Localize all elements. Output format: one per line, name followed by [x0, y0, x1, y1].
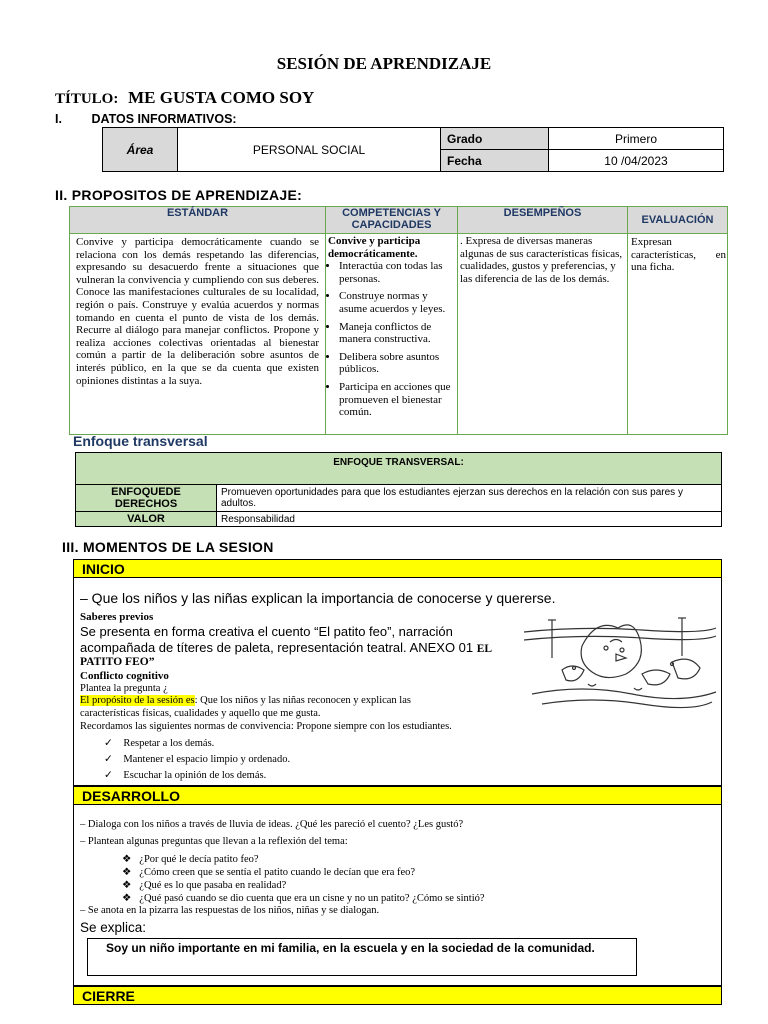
norma-text: Respetar a los demás.	[123, 738, 215, 749]
header-evaluacion: EVALUACIÓN	[628, 207, 728, 234]
norma-item	[104, 737, 214, 749]
section-2-heading	[55, 187, 302, 203]
pregunta-text: ¿Qué pasó cuando se dio cuenta que era un cisne y no un patito? ¿Cómo se sintió?	[139, 893, 485, 904]
saberes-bold-2: PATITO FEO”	[80, 656, 155, 668]
saberes-text-2: acompañada de títeres de paleta, representación teatral. ANEXO 01	[80, 640, 474, 655]
inicio-lead: – Que los niños y las niñas explican la importancia de conocerse y quererse.	[80, 590, 556, 606]
norma-item	[104, 769, 266, 781]
inicio-bar: INICIO	[73, 559, 722, 578]
capacidad-item: • Construye normas y asume acuerdos y leyes.	[339, 290, 456, 315]
saberes-text-2-row	[80, 640, 492, 655]
enfoque-derechos-value: Promueven oportunidades para que los estudiantes ejerzan sus derechos en la relación con sus pares y adultos.	[217, 485, 722, 512]
titulo-value: ME GUSTA COMO SOY	[128, 88, 315, 107]
desarrollo-line-3: – Se anota en la pizarra las respuestas de los niños, niñas y se dialogan.	[80, 905, 380, 916]
section-3-label: MOMENTOS DE LA SESION	[82, 539, 274, 555]
area-value: PERSONAL SOCIAL	[178, 128, 441, 172]
normas-intro: Recordamos las siguientes normas de convivencia: Propone siempre con los estudiantes.	[80, 721, 452, 732]
capacidad-item: • Interactúa con todas las personas.	[339, 260, 456, 285]
capacidades-list	[327, 260, 456, 419]
pregunta-item	[122, 892, 485, 904]
pregunta-item	[122, 853, 259, 865]
titulo-row	[55, 88, 314, 108]
proposito-label: El propósito de la sesión es	[80, 695, 195, 706]
diamond-bullet-icon: ❖	[122, 854, 132, 865]
area-label: Área	[103, 128, 178, 172]
grado-label: Grado	[441, 128, 549, 150]
header-estandar: ESTÁNDAR	[70, 207, 326, 234]
capacidad-item: • Delibera sobre asuntos públicos.	[339, 351, 456, 376]
pregunta-text: ¿Por qué le decía patito feo?	[139, 854, 259, 865]
desarrollo-line-2: – Plantean algunas preguntas que llevan a la reflexión del tema:	[80, 836, 348, 847]
norma-text: Mantener el espacio limpio y ordenado.	[123, 754, 291, 765]
fecha-value: 10 /04/2023	[549, 150, 724, 172]
capacidad-item: • Participa en acciones que promueven el bienestar común.	[339, 381, 456, 419]
se-explica-label: Se explica:	[80, 920, 147, 935]
cierre-bar: CIERRE	[73, 986, 722, 1005]
valor-value: Responsabilidad	[217, 512, 722, 527]
check-icon: ✓	[104, 738, 113, 749]
enfoque-table	[75, 452, 722, 527]
diamond-bullet-icon: ❖	[122, 867, 132, 878]
enfoque-heading: Enfoque transversal	[73, 433, 208, 449]
capacidad-item: • Maneja conflictos de manera constructiva.	[339, 321, 456, 346]
proposito-text-1: : Que los niños y las niñas reconocen y explican las	[194, 695, 411, 706]
proposito-text-2: características físicas, cualidades y aquello que me gusta.	[80, 708, 321, 719]
saberes-label: Saberes previos	[80, 611, 154, 623]
document-title: SESIÓN DE APRENDIZAJE	[276, 54, 492, 73]
pregunta-text: ¿Cómo creen que se sentía el patito cuando le decían que era feo?	[139, 867, 416, 878]
desarrollo-line-1: – Dialoga con los niños a través de lluvia de ideas. ¿Qué les pareció el cuento? ¿Les gustó?	[80, 819, 464, 830]
diamond-bullet-icon: ❖	[122, 880, 132, 891]
saberes-text-1: Se presenta en forma creativa el cuento “El patito feo”, narración	[80, 624, 453, 639]
check-icon: ✓	[104, 754, 113, 765]
norma-item	[104, 753, 290, 765]
diamond-bullet-icon: ❖	[122, 893, 132, 904]
saberes-bold-1: EL	[476, 643, 493, 655]
competencias-cell	[326, 234, 458, 435]
section-3-number: III.	[62, 539, 79, 555]
fecha-label: Fecha	[441, 150, 549, 172]
desempenos-cell: . Expresa de diversas maneras algunas de sus características físicas, cualidades, gustos y preferencias, y las diferencia de las de los demás.	[458, 234, 628, 435]
pregunta-text: ¿Qué es lo que pasaba en realidad?	[139, 880, 287, 891]
section-3-heading	[62, 539, 274, 555]
propositos-table	[69, 206, 728, 435]
section-2-label: PROPOSITOS DE APRENDIZAJE:	[71, 187, 303, 203]
titulo-label: TÍTULO:	[55, 91, 119, 107]
valor-label: VALOR	[76, 512, 217, 527]
pregunta-text: Plantea la pregunta ¿	[80, 683, 168, 694]
evaluacion-cell: Expresan características, en una ficha.	[628, 234, 728, 435]
enfoque-table-header: ENFOQUE TRANSVERSAL:	[76, 453, 722, 485]
section-1-label: DATOS INFORMATIVOS:	[91, 112, 237, 126]
check-icon: ✓	[104, 770, 113, 781]
enfoque-derechos-label: ENFOQUEDE DERECHOS	[76, 485, 217, 512]
patito-feo-illustration	[522, 612, 718, 712]
grado-value: Primero	[549, 128, 724, 150]
header-desempenos: DESEMPEÑOS	[458, 207, 628, 234]
explica-box: Soy un niño importante en mi familia, en la escuela y en la sociedad de la comunidad.	[87, 938, 637, 976]
norma-text: Escuchar la opinión de los demás.	[123, 770, 267, 781]
competencia-title: Convive y participa democráticamente.	[328, 235, 421, 260]
header-competencias: COMPETENCIAS Y CAPACIDADES	[326, 207, 458, 234]
estandar-cell: Convive y participa democráticamente cuando se relaciona con los demás respetando las diferencias, expresando su desacuerdo frente a situaciones que vulneran la convivencia y cumpliendo con sus deberes. Conoce las manifestaciones culturales de su localidad, región o país. Construye y evalúa acuerdos y normas tomando en cuenta el punto de vista de los demás. Recurre al diálogo para manejar conflictos. Propone y realiza acciones colectivas orientadas al bienestar común a partir de la deliberación sobre asuntos de interés público, en la que se da cuenta que existen opiniones distintas a la suya.	[70, 234, 326, 435]
proposito-row	[80, 695, 411, 706]
section-1-number: I.	[55, 112, 62, 126]
pregunta-item	[122, 866, 415, 878]
section-1-heading	[55, 112, 237, 126]
section-2-number: II.	[55, 187, 68, 203]
conflicto-label: Conflicto cognitivo	[80, 670, 169, 682]
datos-table	[102, 127, 724, 172]
pregunta-item	[122, 879, 286, 891]
desarrollo-bar: DESARROLLO	[73, 786, 722, 805]
